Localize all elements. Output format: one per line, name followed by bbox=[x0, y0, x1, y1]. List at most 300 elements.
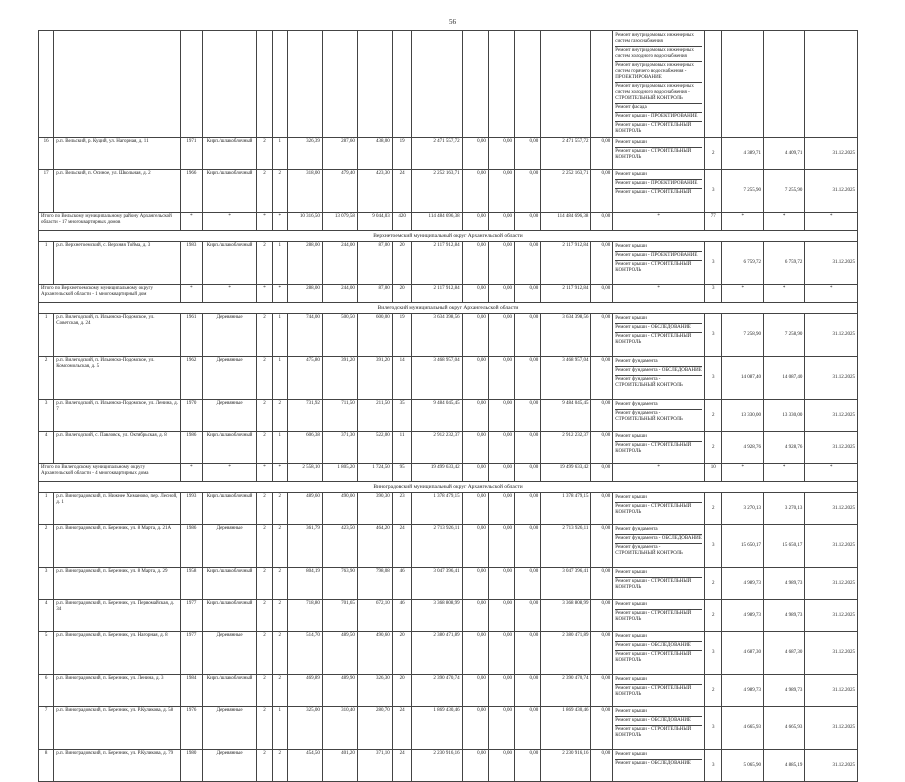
area-cell: 469,89 bbox=[287, 675, 322, 707]
floors-cell: 2 bbox=[257, 242, 272, 285]
fund-cell: 0,00 bbox=[591, 675, 613, 707]
cost-cell: 2 230 916,16 bbox=[412, 750, 462, 782]
works-cell bbox=[613, 170, 705, 213]
work-item: Ремонт крыши bbox=[615, 494, 702, 503]
address-cell: р.п. Виноградовский, п. Березник, ул. 8 Марта, д. 21А bbox=[54, 525, 181, 568]
fund-cell: 0,00 bbox=[591, 632, 613, 675]
work-item: Ремонт внутридомовых инженерных систем горячего водоснабжения - ПРОЕКТИРОВАНИЕ bbox=[615, 62, 702, 83]
residents-cell: 24 bbox=[392, 525, 412, 568]
total-area: 244,00 bbox=[322, 285, 357, 303]
fund-cell: 0,00 bbox=[488, 632, 514, 675]
section-header-row bbox=[39, 303, 858, 314]
fund-cell: 0,00 bbox=[591, 568, 613, 600]
fund-cell: 0,00 bbox=[591, 493, 613, 525]
cost-cell: 3 368 808,99 bbox=[412, 600, 462, 632]
work-item: Ремонт фундамента - ОБСЛЕДОВАНИЕ bbox=[615, 367, 702, 376]
work-item: Ремонт крыши - СТРОИТЕЛЬНЫЙ КОНТРОЛЬ bbox=[615, 652, 692, 663]
entrances-cell: 2 bbox=[272, 170, 287, 213]
year-cell: 1983 bbox=[180, 242, 202, 285]
table-row bbox=[39, 525, 858, 568]
row-number: 4 bbox=[39, 432, 54, 464]
address-cell: р.п. Виноградовский, п. Березник, ул. Р.Куликова, д. 58 bbox=[54, 707, 181, 750]
work-item: Ремонт крыши bbox=[615, 433, 702, 442]
residents-cell: 19 bbox=[392, 314, 412, 357]
fund-cell: 0,00 bbox=[462, 600, 488, 632]
work-item: Ремонт крыши - СТРОИТЕЛЬНЫЙ КОНТРОЛЬ bbox=[615, 727, 692, 738]
unit-cost-cell: 4 989,73 bbox=[722, 568, 763, 600]
row-number: 1 bbox=[39, 314, 54, 357]
year-cell: 1980 bbox=[180, 750, 202, 782]
fund-cell: 2 912 232,37 bbox=[541, 432, 591, 464]
unit-cost-cell: 7 255,90 bbox=[722, 170, 763, 213]
unit-cost-cell: 6 759,72 bbox=[763, 242, 804, 285]
fund-cell: 0,00 bbox=[515, 138, 541, 170]
total-placeholder: * bbox=[763, 213, 804, 231]
address-cell: р.п. Вельский, р. Куций, ул. Нагорная, д. 11 bbox=[54, 138, 181, 170]
cost-cell: 2 912 232,37 bbox=[412, 432, 462, 464]
area-cell: 423,30 bbox=[357, 170, 392, 213]
area-cell: 361,79 bbox=[287, 525, 322, 568]
work-item: Ремонт крыши - ПРОЕКТИРОВАНИЕ bbox=[615, 180, 702, 189]
total-placeholder: * bbox=[613, 464, 705, 482]
works-count-cell: 3 bbox=[704, 170, 721, 213]
fund-cell: 0,00 bbox=[515, 170, 541, 213]
fund-cell: 0,00 bbox=[591, 357, 613, 400]
year-cell: 1977 bbox=[180, 632, 202, 675]
area-cell: 744,00 bbox=[287, 314, 322, 357]
area-cell: 391,20 bbox=[322, 357, 357, 400]
unit-cost-cell: 4 665,93 bbox=[763, 707, 804, 750]
area-cell: 489,50 bbox=[322, 632, 357, 675]
fund-cell: 0,00 bbox=[515, 675, 541, 707]
fund-cell: 0,00 bbox=[462, 432, 488, 464]
fund-cell: 0,00 bbox=[462, 357, 488, 400]
total-placeholder: * bbox=[613, 285, 705, 303]
fund-cell: 0,00 bbox=[515, 568, 541, 600]
cost-cell: 3 468 957,04 bbox=[412, 357, 462, 400]
address-cell: р.п. Вилегодский, с. Павловск, ул. Октябрьская, д. 8 bbox=[54, 432, 181, 464]
area-cell: 475,80 bbox=[287, 357, 322, 400]
fund-cell: 0,00 bbox=[591, 432, 613, 464]
area-cell: 798,08 bbox=[357, 568, 392, 600]
row-number: 2 bbox=[39, 357, 54, 400]
unit-cost-cell: 7 258,90 bbox=[763, 314, 804, 357]
total-area: 2 558,10 bbox=[287, 464, 322, 482]
work-item: Ремонт крыши - ОБСЛЕДОВАНИЕ bbox=[615, 324, 702, 333]
unit-cost-cell: 15 650,17 bbox=[763, 525, 804, 568]
work-item: Ремонт крыши bbox=[615, 751, 702, 760]
entrances-cell: 2 bbox=[272, 493, 287, 525]
work-item: Ремонт крыши bbox=[615, 569, 702, 578]
total-placeholder: * bbox=[722, 464, 763, 482]
work-item: Ремонт крыши - СТРОИТЕЛЬНЫЙ КОНТРОЛЬ bbox=[615, 504, 692, 515]
total-area: 87,00 bbox=[357, 285, 392, 303]
row-number: 3 bbox=[39, 400, 54, 432]
unit-cost-cell: 4 989,73 bbox=[763, 675, 804, 707]
fund-cell: 0,00 bbox=[591, 170, 613, 213]
deadline-cell: 31.12.2025 bbox=[805, 493, 858, 525]
table-row bbox=[39, 170, 858, 213]
cost-cell: 3 047 396,41 bbox=[412, 568, 462, 600]
fund-cell: 3 368 808,99 bbox=[541, 600, 591, 632]
total-placeholder: * bbox=[805, 213, 858, 231]
unit-cost-cell: 4 989,73 bbox=[722, 600, 763, 632]
fund-cell: 0,00 bbox=[488, 600, 514, 632]
total-label: Итого по Вельскому муниципальному району Архангельской области - 17 многоквартирных домов bbox=[39, 213, 181, 231]
works-cell bbox=[613, 707, 705, 750]
table-row bbox=[39, 750, 858, 782]
fund-cell: 0,00 bbox=[488, 493, 514, 525]
fund-cell: 0,00 bbox=[462, 242, 488, 285]
entrances-cell: 2 bbox=[272, 632, 287, 675]
residents-cell: 24 bbox=[392, 750, 412, 782]
fund-cell: 0,00 bbox=[515, 314, 541, 357]
area-cell: 438,00 bbox=[357, 138, 392, 170]
deadline-cell: 31.12.2025 bbox=[805, 632, 858, 675]
work-item: Ремонт крыши - ПРОЕКТИРОВАНИЕ bbox=[615, 252, 702, 261]
residents-cell: 35 bbox=[392, 400, 412, 432]
section-header-row bbox=[39, 231, 858, 242]
table-row bbox=[39, 707, 858, 750]
works-cell bbox=[613, 750, 705, 782]
work-item: Ремонт крыши bbox=[615, 601, 702, 610]
fund-cell: 0,00 bbox=[488, 314, 514, 357]
area-cell: 288,00 bbox=[287, 242, 322, 285]
total-works-count: 77 bbox=[704, 213, 721, 231]
total-area: 1 724,50 bbox=[357, 464, 392, 482]
floors-cell: 2 bbox=[257, 170, 272, 213]
cost-cell: 1 378 479,15 bbox=[412, 493, 462, 525]
cost-cell: 2 471 557,72 bbox=[412, 138, 462, 170]
table-row bbox=[39, 242, 858, 285]
works-count-cell: 3 bbox=[704, 357, 721, 400]
work-item: Ремонт фундамента - СТРОИТЕЛЬНЫЙ КОНТРОЛЬ bbox=[615, 545, 683, 556]
work-item: Ремонт крыши bbox=[615, 676, 702, 685]
unit-cost-cell: 4 928,76 bbox=[763, 432, 804, 464]
total-placeholder: * bbox=[180, 213, 202, 231]
total-residents: 20 bbox=[392, 285, 412, 303]
fund-cell: 0,00 bbox=[462, 314, 488, 357]
fund-cell: 0,00 bbox=[462, 568, 488, 600]
address-cell: р.п. Виноградовский, п. Нижнее Химаново, пер. Лесной, д. 1 bbox=[54, 493, 181, 525]
entrances-cell: 1 bbox=[272, 432, 287, 464]
total-cost: 0,00 bbox=[488, 213, 514, 231]
total-cost: 0,00 bbox=[488, 464, 514, 482]
fund-cell: 0,00 bbox=[591, 314, 613, 357]
residents-cell: 20 bbox=[392, 242, 412, 285]
section-title: Виноградовский муниципальный округ Архангельской области bbox=[39, 482, 858, 493]
fund-cell: 2 117 912,84 bbox=[541, 242, 591, 285]
fund-cell: 0,00 bbox=[462, 400, 488, 432]
works-count-cell: 3 bbox=[704, 242, 721, 285]
area-cell: 325,00 bbox=[287, 707, 322, 750]
works-cell bbox=[613, 600, 705, 632]
material-cell: Кирп./шлакоблочный bbox=[202, 493, 257, 525]
floors-cell: 2 bbox=[257, 314, 272, 357]
year-cell: 1986 bbox=[180, 525, 202, 568]
works-count-cell: 3 bbox=[704, 750, 721, 782]
area-cell: 371,30 bbox=[322, 432, 357, 464]
cost-cell: 2 117 912,84 bbox=[412, 242, 462, 285]
unit-cost-cell: 6 759,72 bbox=[722, 242, 763, 285]
row-number: 7 bbox=[39, 707, 54, 750]
total-area: 13 079,58 bbox=[322, 213, 357, 231]
fund-cell: 0,00 bbox=[462, 138, 488, 170]
works-count-cell: 2 bbox=[704, 138, 721, 170]
cost-cell: 2 252 163,71 bbox=[412, 170, 462, 213]
works-count-cell: 3 bbox=[704, 707, 721, 750]
unit-cost-cell: 4 389,71 bbox=[722, 138, 763, 170]
total-area: 288,00 bbox=[287, 285, 322, 303]
deadline-cell: 31.12.2025 bbox=[805, 600, 858, 632]
table-row bbox=[39, 138, 858, 170]
row-number: 4 bbox=[39, 600, 54, 632]
work-item: Ремонт крыши - ПРОЕКТИРОВАНИЕ bbox=[615, 113, 702, 122]
entrances-cell: 1 bbox=[272, 242, 287, 285]
work-item: Ремонт крыши - СТРОИТЕЛЬНЫЙ КОНТРОЛЬ bbox=[615, 579, 692, 590]
area-cell: 391,20 bbox=[357, 357, 392, 400]
works-count-cell: 3 bbox=[704, 632, 721, 675]
unit-cost-cell: 4 989,73 bbox=[722, 675, 763, 707]
fund-cell: 0,00 bbox=[488, 707, 514, 750]
work-item: Ремонт внутридомовых инженерных систем холодного водоснабжения bbox=[615, 47, 702, 62]
floors-cell: 2 bbox=[257, 750, 272, 782]
total-placeholder: * bbox=[613, 213, 705, 231]
page-number: 56 bbox=[449, 18, 456, 26]
address-cell: р.п. Вилегодский, п. Ильинско-Подомское, ул. Комсомольская, д. 5 bbox=[54, 357, 181, 400]
total-placeholder: * bbox=[722, 213, 763, 231]
residents-cell: 24 bbox=[392, 170, 412, 213]
fund-cell: 0,00 bbox=[515, 432, 541, 464]
area-cell: 401,20 bbox=[322, 750, 357, 782]
material-cell: Деревянные bbox=[202, 707, 257, 750]
unit-cost-cell: 13 330,00 bbox=[722, 400, 763, 432]
total-placeholder: * bbox=[257, 213, 272, 231]
fund-cell: 9 484 045,45 bbox=[541, 400, 591, 432]
year-cell: 1984 bbox=[180, 675, 202, 707]
floors-cell: 2 bbox=[257, 357, 272, 400]
total-placeholder: * bbox=[257, 285, 272, 303]
cost-cell: 2 713 926,11 bbox=[412, 525, 462, 568]
work-item: Ремонт крыши bbox=[615, 633, 702, 642]
work-item: Ремонт фундамента bbox=[615, 358, 702, 367]
residents-cell: 20 bbox=[392, 675, 412, 707]
area-cell: 718,80 bbox=[287, 600, 322, 632]
deadline-cell: 31.12.2025 bbox=[805, 675, 858, 707]
floors-cell: 2 bbox=[257, 400, 272, 432]
fund-cell: 0,00 bbox=[515, 357, 541, 400]
area-cell: 711,50 bbox=[322, 400, 357, 432]
fund-cell: 0,00 bbox=[462, 750, 488, 782]
address-cell: р.п. Виноградовский, п. Березник, ул. Нагорная, д. 8 bbox=[54, 632, 181, 675]
fund-cell: 0,00 bbox=[591, 750, 613, 782]
area-cell: 326,30 bbox=[357, 675, 392, 707]
fund-cell: 0,00 bbox=[515, 400, 541, 432]
row-number: 17 bbox=[39, 170, 54, 213]
fund-cell: 2 390 470,74 bbox=[541, 675, 591, 707]
works-cell bbox=[613, 400, 705, 432]
fund-cell: 0,00 bbox=[488, 138, 514, 170]
year-cell: 1966 bbox=[180, 170, 202, 213]
work-item: Ремонт крыши - СТРОИТЕЛЬНЫЙ КОНТРОЛЬ bbox=[615, 149, 692, 160]
total-placeholder: * bbox=[202, 464, 257, 482]
material-cell: Кирп./шлакоблочный bbox=[202, 432, 257, 464]
total-label: Итого по Вилегодскому муниципальному округу Архангельской области - 4 многоквартирных дома bbox=[39, 464, 181, 482]
residents-cell: 11 bbox=[392, 432, 412, 464]
fund-cell: 0,00 bbox=[591, 138, 613, 170]
deadline-cell: 31.12.2025 bbox=[805, 707, 858, 750]
work-item: Ремонт внутридомовых инженерных систем газоснабжения bbox=[615, 32, 702, 47]
works-cell bbox=[613, 525, 705, 568]
floors-cell: 2 bbox=[257, 432, 272, 464]
year-cell: 1986 bbox=[180, 432, 202, 464]
works-count-cell: 2 bbox=[704, 432, 721, 464]
deadline-cell: 31.12.2025 bbox=[805, 170, 858, 213]
fund-cell: 0,00 bbox=[462, 675, 488, 707]
total-row bbox=[39, 285, 858, 303]
total-cost: 2 117 912,84 bbox=[412, 285, 462, 303]
works-count-cell: 3 bbox=[704, 525, 721, 568]
deadline-cell: 31.12.2025 bbox=[805, 138, 858, 170]
work-item: Ремонт фундамента bbox=[615, 526, 702, 535]
year-cell: 1958 bbox=[180, 568, 202, 600]
fund-cell: 0,00 bbox=[591, 242, 613, 285]
fund-cell: 0,00 bbox=[488, 432, 514, 464]
fund-cell: 0,00 bbox=[515, 242, 541, 285]
unit-cost-cell: 4 687,30 bbox=[722, 632, 763, 675]
area-cell: 326,39 bbox=[287, 138, 322, 170]
entrances-cell: 1 bbox=[272, 138, 287, 170]
total-cost: 19 499 633,42 bbox=[412, 464, 462, 482]
fund-cell: 0,00 bbox=[591, 525, 613, 568]
row-number: 3 bbox=[39, 568, 54, 600]
area-cell: 490,00 bbox=[322, 493, 357, 525]
area-cell: 318,00 bbox=[287, 170, 322, 213]
unit-cost-cell: 4 989,73 bbox=[763, 600, 804, 632]
area-cell: 731,92 bbox=[287, 400, 322, 432]
area-cell: 600,00 bbox=[357, 314, 392, 357]
work-item: Ремонт внутридомовых инженерных систем холодного водоснабжения - СТРОИТЕЛЬНЫЙ КОНТРОЛЬ bbox=[615, 83, 702, 104]
area-cell: 464,20 bbox=[357, 525, 392, 568]
total-placeholder: * bbox=[202, 285, 257, 303]
entrances-cell: 2 bbox=[272, 750, 287, 782]
total-cost: 0,00 bbox=[515, 464, 541, 482]
area-cell: 500,50 bbox=[322, 314, 357, 357]
total-placeholder: * bbox=[180, 464, 202, 482]
table-row bbox=[39, 314, 858, 357]
work-item: Ремонт крыши - СТРОИТЕЛЬНЫЙ КОНТРОЛЬ bbox=[615, 686, 692, 697]
fund-cell: 0,00 bbox=[488, 357, 514, 400]
total-cost: 0,00 bbox=[515, 213, 541, 231]
works-cell bbox=[613, 632, 705, 675]
total-placeholder: * bbox=[202, 213, 257, 231]
unit-cost-cell: 4 665,93 bbox=[722, 707, 763, 750]
material-cell: Деревянные bbox=[202, 314, 257, 357]
cost-cell: 2 390 470,74 bbox=[412, 675, 462, 707]
work-item: Ремонт крыши - СТРОИТЕЛЬНЫЙ КОНТРОЛЬ bbox=[615, 123, 692, 134]
fund-cell: 0,00 bbox=[462, 707, 488, 750]
fund-cell: 0,00 bbox=[462, 525, 488, 568]
table-row bbox=[39, 600, 858, 632]
program-table-sheet bbox=[38, 30, 858, 768]
area-cell: 390,30 bbox=[357, 493, 392, 525]
fund-cell: 0,00 bbox=[591, 400, 613, 432]
table-row bbox=[39, 632, 858, 675]
fund-cell: 0,00 bbox=[462, 170, 488, 213]
year-cell: 1977 bbox=[180, 600, 202, 632]
fund-cell: 2 230 916,16 bbox=[541, 750, 591, 782]
row-number: 2 bbox=[39, 525, 54, 568]
floors-cell: 2 bbox=[257, 600, 272, 632]
fund-cell: 1 378 479,15 bbox=[541, 493, 591, 525]
material-cell: Деревянные bbox=[202, 750, 257, 782]
year-cell: 1962 bbox=[180, 357, 202, 400]
fund-cell: 1 869 430,46 bbox=[541, 707, 591, 750]
works-count-cell: 2 bbox=[704, 675, 721, 707]
year-cell: 1961 bbox=[180, 314, 202, 357]
residents-cell: 24 bbox=[392, 707, 412, 750]
work-item: Ремонт фундамента - СТРОИТЕЛЬНЫЙ КОНТРОЛЬ bbox=[615, 377, 683, 388]
cost-cell: 2 380 471,89 bbox=[412, 632, 462, 675]
area-cell: 490,60 bbox=[357, 632, 392, 675]
total-cost: 0,00 bbox=[462, 213, 488, 231]
work-item: Ремонт фундамента bbox=[615, 401, 702, 410]
deadline-cell: 31.12.2025 bbox=[805, 525, 858, 568]
fund-cell: 0,00 bbox=[488, 675, 514, 707]
floors-cell: 2 bbox=[257, 675, 272, 707]
cost-cell: 9 484 045,45 bbox=[412, 400, 462, 432]
total-residents: 95 bbox=[392, 464, 412, 482]
residents-cell: 46 bbox=[392, 568, 412, 600]
work-item: Ремонт крыши bbox=[615, 139, 702, 148]
work-item: Ремонт крыши - СТРОИТЕЛЬНЫЙ КОНТРОЛЬ bbox=[615, 334, 692, 345]
total-area: 9 044,03 bbox=[357, 213, 392, 231]
table-row bbox=[39, 568, 858, 600]
total-label: Итого по Верхнетоемскому муниципальному округу Архангельской области - 1 многоквартирный дом bbox=[39, 285, 181, 303]
entrances-cell: 1 bbox=[272, 357, 287, 400]
fund-cell: 0,00 bbox=[515, 750, 541, 782]
section-title: Верхнетоемский муниципальный округ Архангельской области bbox=[39, 231, 858, 242]
entrances-cell: 2 bbox=[272, 675, 287, 707]
material-cell: Кирп./шлакоблочный bbox=[202, 568, 257, 600]
table-body bbox=[39, 31, 858, 782]
works-cell bbox=[613, 675, 705, 707]
unit-cost-cell: 5 065,90 bbox=[722, 750, 763, 782]
total-works-count: 10 bbox=[704, 464, 721, 482]
deadline-cell: 31.12.2025 bbox=[805, 242, 858, 285]
area-cell: 489,90 bbox=[322, 675, 357, 707]
work-item: Ремонт крыши - ОБСЛЕДОВАНИЕ bbox=[615, 642, 702, 651]
fund-cell: 0,00 bbox=[488, 568, 514, 600]
table-row bbox=[39, 400, 858, 432]
row-number: 1 bbox=[39, 242, 54, 285]
total-placeholder: * bbox=[180, 285, 202, 303]
deadline-cell: 31.12.2025 bbox=[805, 400, 858, 432]
table-row bbox=[39, 675, 858, 707]
fund-cell: 0,00 bbox=[515, 600, 541, 632]
area-cell: 672,10 bbox=[357, 600, 392, 632]
entrances-cell: 2 bbox=[272, 400, 287, 432]
fund-cell: 2 380 471,89 bbox=[541, 632, 591, 675]
residents-cell: 19 bbox=[392, 138, 412, 170]
work-item: Ремонт фундамента - СТРОИТЕЛЬНЫЙ КОНТРОЛЬ bbox=[615, 411, 683, 422]
work-item: Ремонт крыши - СТРОИТЕЛЬНЫЙ bbox=[615, 190, 692, 195]
residents-cell: 46 bbox=[392, 600, 412, 632]
floors-cell: 2 bbox=[257, 632, 272, 675]
fund-cell: 3 634 398,56 bbox=[541, 314, 591, 357]
total-residents: 420 bbox=[392, 213, 412, 231]
fund-cell: 0,00 bbox=[488, 750, 514, 782]
